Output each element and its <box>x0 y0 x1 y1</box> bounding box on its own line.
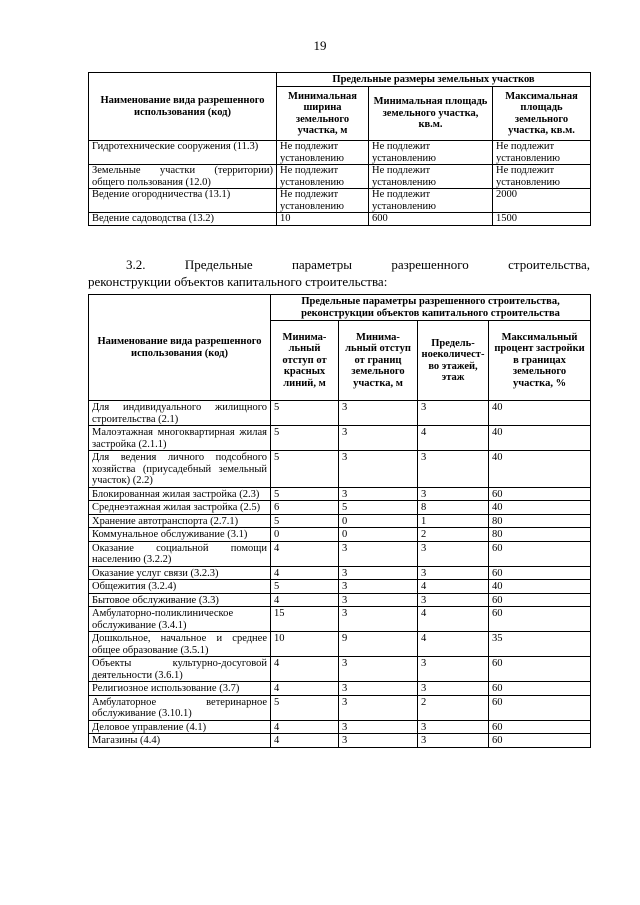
land-plot-size-table <box>88 72 591 226</box>
min-width-cell: Не подлежит установлению <box>277 189 369 213</box>
red-line-offset-cell: 5 <box>271 580 339 594</box>
use-type-cell: Деловое управление (4.1) <box>89 720 271 734</box>
max-coverage-cell: 60 <box>489 657 591 682</box>
table-row <box>89 632 591 657</box>
max-coverage-cell: 60 <box>489 682 591 696</box>
max-coverage-cell: 40 <box>489 426 591 451</box>
table-row <box>89 451 591 488</box>
min-width-cell: Не подлежит установлению <box>277 165 369 189</box>
boundary-offset-cell: 3 <box>339 401 418 426</box>
boundary-offset-cell: 5 <box>339 501 418 515</box>
max-coverage-cell: 60 <box>489 734 591 748</box>
max-coverage-cell: 60 <box>489 607 591 632</box>
table1-header-name: Наименование вида разрешенного использования (код) <box>89 73 277 141</box>
table-row <box>89 213 591 226</box>
min-area-cell: 600 <box>369 213 493 226</box>
table-row <box>89 580 591 594</box>
floors-cell: 3 <box>418 734 489 748</box>
boundary-offset-cell: 3 <box>339 580 418 594</box>
use-type-cell: Для ведения личного подсобного хозяйства (приусадебный земельный участок) (2.2) <box>89 451 271 488</box>
red-line-offset-cell: 5 <box>271 487 339 501</box>
use-type-cell: Ведение огородничества (13.1) <box>89 189 277 213</box>
red-line-offset-cell: 4 <box>271 657 339 682</box>
floors-cell: 3 <box>418 720 489 734</box>
section-word: разрешенного <box>391 257 469 272</box>
table-row <box>89 141 591 165</box>
use-type-cell: Малоэтажная многоквартирная жилая застройка (2.1.1) <box>89 426 271 451</box>
max-coverage-cell: 60 <box>489 541 591 566</box>
min-area-cell: Не подлежит установлению <box>369 189 493 213</box>
table1-header-min-width: Минимальная ширина земельного участка, м <box>277 87 369 141</box>
floors-cell: 4 <box>418 580 489 594</box>
max-coverage-cell: 60 <box>489 593 591 607</box>
floors-cell: 3 <box>418 541 489 566</box>
use-type-cell: Коммунальное обслуживание (3.1) <box>89 528 271 542</box>
table-row <box>89 695 591 720</box>
use-type-cell: Общежития (3.2.4) <box>89 580 271 594</box>
use-type-cell: Религиозное использование (3.7) <box>89 682 271 696</box>
red-line-offset-cell: 5 <box>271 514 339 528</box>
table-row <box>89 720 591 734</box>
red-line-offset-cell: 4 <box>271 720 339 734</box>
floors-cell: 2 <box>418 528 489 542</box>
use-type-cell: Магазины (4.4) <box>89 734 271 748</box>
red-line-offset-cell: 10 <box>271 632 339 657</box>
max-coverage-cell: 40 <box>489 501 591 515</box>
use-type-cell: Дошкольное, начальное и среднее общее образование (3.5.1) <box>89 632 271 657</box>
floors-cell: 3 <box>418 657 489 682</box>
table-row <box>89 734 591 748</box>
use-type-cell: Для индивидуального жилищного строительства (2.1) <box>89 401 271 426</box>
boundary-offset-cell: 3 <box>339 426 418 451</box>
floors-cell: 3 <box>418 487 489 501</box>
table-row <box>89 189 591 213</box>
boundary-offset-cell: 3 <box>339 657 418 682</box>
section-heading-continuation: реконструкции объектов капитального строительства: <box>88 274 388 289</box>
min-area-cell: Не подлежит установлению <box>369 165 493 189</box>
use-type-cell: Гидротехнические сооружения (11.3) <box>89 141 277 165</box>
max-coverage-cell: 35 <box>489 632 591 657</box>
boundary-offset-cell: 3 <box>339 487 418 501</box>
red-line-offset-cell: 4 <box>271 734 339 748</box>
max-area-cell: Не подлежит установлению <box>493 165 591 189</box>
use-type-cell: Земельные участки (территории) общего пользования (12.0) <box>89 165 277 189</box>
red-line-offset-cell: 0 <box>271 528 339 542</box>
use-type-cell: Среднеэтажная жилая застройка (2.5) <box>89 501 271 515</box>
use-type-cell: Блокированная жилая застройка (2.3) <box>89 487 271 501</box>
boundary-offset-cell: 3 <box>339 566 418 580</box>
section-number: 3.2. <box>126 257 146 272</box>
max-coverage-cell: 60 <box>489 720 591 734</box>
red-line-offset-cell: 4 <box>271 566 339 580</box>
max-coverage-cell: 40 <box>489 451 591 488</box>
boundary-offset-cell: 3 <box>339 682 418 696</box>
use-type-cell: Объекты культурно-досуговой деятельности (3.6.1) <box>89 657 271 682</box>
boundary-offset-cell: 3 <box>339 593 418 607</box>
max-coverage-cell: 60 <box>489 487 591 501</box>
boundary-offset-cell: 0 <box>339 528 418 542</box>
section-word: строительства, <box>508 257 590 272</box>
table-row <box>89 487 591 501</box>
min-area-cell: Не подлежит установлению <box>369 141 493 165</box>
section-heading-line <box>88 256 590 273</box>
floors-cell: 4 <box>418 632 489 657</box>
table1-header-min-area: Минимальная площадь земельного участка, кв.м. <box>369 87 493 141</box>
max-coverage-cell: 80 <box>489 514 591 528</box>
max-coverage-cell: 60 <box>489 566 591 580</box>
red-line-offset-cell: 15 <box>271 607 339 632</box>
table2-header-name: Наименование вида разрешенного использования (код) <box>89 295 271 401</box>
use-type-cell: Амбулаторно-поликлиническое обслуживание (3.4.1) <box>89 607 271 632</box>
boundary-offset-cell: 3 <box>339 607 418 632</box>
floors-cell: 4 <box>418 607 489 632</box>
boundary-offset-cell: 3 <box>339 451 418 488</box>
floors-cell: 3 <box>418 593 489 607</box>
max-coverage-cell: 80 <box>489 528 591 542</box>
floors-cell: 3 <box>418 566 489 580</box>
red-line-offset-cell: 4 <box>271 593 339 607</box>
table-row <box>89 514 591 528</box>
max-coverage-cell: 40 <box>489 401 591 426</box>
table-row <box>89 426 591 451</box>
use-type-cell: Хранение автотранспорта (2.7.1) <box>89 514 271 528</box>
table-row <box>89 501 591 515</box>
use-type-cell: Бытовое обслуживание (3.3) <box>89 593 271 607</box>
table1-header-max-area: Максимальная площадь земельного участка, кв.м. <box>493 87 591 141</box>
floors-cell: 3 <box>418 451 489 488</box>
use-type-cell: Ведение садоводства (13.2) <box>89 213 277 226</box>
boundary-offset-cell: 9 <box>339 632 418 657</box>
table-row <box>89 607 591 632</box>
max-area-cell: 2000 <box>493 189 591 213</box>
use-type-cell: Оказание услуг связи (3.2.3) <box>89 566 271 580</box>
max-area-cell: Не подлежит установлению <box>493 141 591 165</box>
floors-cell: 3 <box>418 401 489 426</box>
page-number: 19 <box>313 38 327 53</box>
floors-cell: 3 <box>418 682 489 696</box>
table2-header-max-coverage: Максимальный процент застройки в границах земельного участка, % <box>489 321 591 401</box>
min-width-cell: Не подлежит установлению <box>277 141 369 165</box>
boundary-offset-cell: 3 <box>339 734 418 748</box>
boundary-offset-cell: 0 <box>339 514 418 528</box>
section-3-2-paragraph <box>88 256 590 290</box>
red-line-offset-cell: 4 <box>271 682 339 696</box>
max-coverage-cell: 40 <box>489 580 591 594</box>
floors-cell: 4 <box>418 426 489 451</box>
red-line-offset-cell: 6 <box>271 501 339 515</box>
table-row <box>89 593 591 607</box>
red-line-offset-cell: 5 <box>271 695 339 720</box>
use-type-cell: Оказание социальной помощи населению (3.2.2) <box>89 541 271 566</box>
red-line-offset-cell: 5 <box>271 401 339 426</box>
table2-header-boundary-offset: Минима-льный отступ от границ земельного участка, м <box>339 321 418 401</box>
table-row <box>89 401 591 426</box>
boundary-offset-cell: 3 <box>339 695 418 720</box>
table-row <box>89 682 591 696</box>
table-row <box>89 657 591 682</box>
table-row <box>89 528 591 542</box>
min-width-cell: 10 <box>277 213 369 226</box>
boundary-offset-cell: 3 <box>339 720 418 734</box>
floors-cell: 8 <box>418 501 489 515</box>
table-row <box>89 165 591 189</box>
max-area-cell: 1500 <box>493 213 591 226</box>
red-line-offset-cell: 5 <box>271 451 339 488</box>
table2-header-red-line-offset: Минима-льный отступ от красных линий, м <box>271 321 339 401</box>
use-type-cell: Амбулаторное ветеринарное обслуживание (3.10.1) <box>89 695 271 720</box>
red-line-offset-cell: 5 <box>271 426 339 451</box>
table2-header-group: Предельные параметры разрешенного строительства, реконструкции объектов капитального строительства <box>271 295 591 321</box>
boundary-offset-cell: 3 <box>339 541 418 566</box>
floors-cell: 1 <box>418 514 489 528</box>
floors-cell: 2 <box>418 695 489 720</box>
table-row <box>89 566 591 580</box>
section-word: Предельные <box>184 257 253 272</box>
building-parameters-table <box>88 294 591 748</box>
section-word: параметры <box>291 257 353 272</box>
max-coverage-cell: 60 <box>489 695 591 720</box>
table1-header-group: Предельные размеры земельных участков <box>277 73 591 87</box>
table2-header-floors: Предель-ноеколичест-во этажей, этаж <box>418 321 489 401</box>
table-row <box>89 541 591 566</box>
red-line-offset-cell: 4 <box>271 541 339 566</box>
